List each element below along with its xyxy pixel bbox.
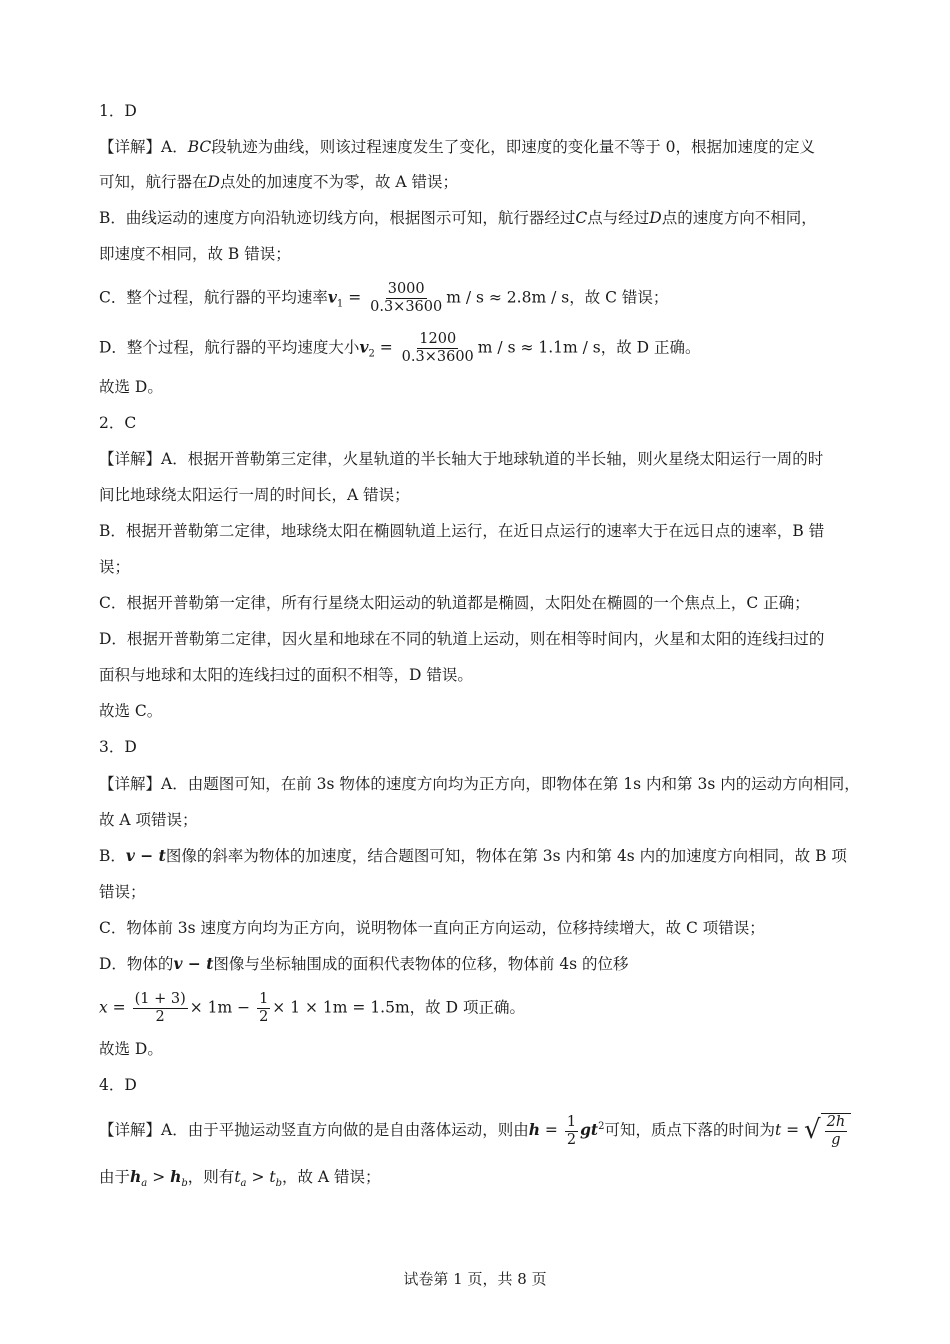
var-bc: BC bbox=[187, 138, 212, 156]
text: × 1m − bbox=[189, 998, 256, 1017]
q4-answer: 4．D bbox=[99, 1076, 137, 1094]
text: m / s ≈ 2.8m / s bbox=[446, 288, 570, 307]
numerator: 3000 bbox=[387, 281, 425, 297]
q1-explain-a-line2 bbox=[99, 171, 870, 193]
var-v: v bbox=[327, 287, 337, 307]
text: ，故 D 项正确。 bbox=[409, 998, 525, 1017]
superscript: 2 bbox=[598, 1120, 605, 1132]
var-t: t bbox=[269, 1168, 276, 1186]
var-h: h bbox=[130, 1167, 142, 1186]
text: D．物体的 bbox=[99, 955, 174, 973]
text: 【详解】A．由于平抛运动竖直方向做的是自由落体运动，则由 bbox=[99, 1121, 529, 1139]
q3-line4: 错误； bbox=[99, 883, 146, 901]
square-root bbox=[804, 1113, 851, 1149]
var-v: v bbox=[359, 337, 369, 357]
q3-answer: 3．D bbox=[99, 738, 137, 756]
denominator: 0.3×3600 bbox=[401, 349, 474, 365]
subscript: a bbox=[141, 1178, 148, 1190]
var-h: h bbox=[528, 1120, 540, 1139]
equals: = bbox=[781, 1121, 805, 1139]
q3-conclusion: 故选 D。 bbox=[99, 1040, 163, 1058]
q1-conclusion: 故选 D。 bbox=[99, 378, 163, 396]
page-footer: 试卷第 1 页，共 8 页 bbox=[403, 1270, 547, 1288]
equals: = bbox=[107, 998, 131, 1017]
numerator: 2h bbox=[826, 1114, 846, 1130]
text: ，故 A 错误； bbox=[282, 1168, 381, 1186]
q1-explain-c bbox=[99, 281, 870, 316]
q1-answer: 1．D bbox=[99, 102, 137, 120]
text: ，故 C 错误； bbox=[569, 288, 669, 307]
text: B． bbox=[99, 847, 126, 865]
text: ，则有 bbox=[187, 1168, 235, 1186]
radical-sign-icon: √ bbox=[804, 1115, 821, 1145]
q1-explain-a-line1 bbox=[99, 136, 870, 158]
q3-line1: 【详解】A．由题图可知，在前 3s 物体的速度方向均为正方向，即物体在第 1s 内和第 3s 内的运动方向相同， bbox=[99, 775, 860, 793]
q4-line2 bbox=[99, 1166, 870, 1195]
denominator: 2 bbox=[259, 1009, 269, 1025]
subscript: 2 bbox=[368, 348, 375, 360]
subscript: 1 bbox=[336, 298, 344, 310]
subscript: b bbox=[181, 1178, 188, 1190]
numerator: 1 bbox=[259, 991, 269, 1007]
radicand bbox=[821, 1113, 852, 1149]
q4-line1 bbox=[99, 1113, 870, 1149]
q1-explain-d bbox=[99, 331, 870, 366]
q3-formula-line bbox=[99, 991, 870, 1026]
q1-explain-b-line2: 即速度不相同，故 B 错误； bbox=[99, 245, 291, 263]
q2-line5: C．根据开普勒第一定律，所有行星绕太阳运动的轨道都是椭圆，太阳处在椭圆的一个焦点上，C 正确； bbox=[99, 594, 810, 612]
q3-line5: C．物体前 3s 速度方向均为正方向，说明物体一直向正方向运动，位移持续增大，故 C 项错误； bbox=[99, 919, 765, 937]
var-t: t bbox=[234, 1168, 241, 1186]
fraction bbox=[133, 991, 188, 1026]
text: 【详解】A． bbox=[99, 138, 188, 156]
denominator: g bbox=[831, 1132, 841, 1148]
var-d: D bbox=[207, 173, 220, 191]
denominator: 0.3×3600 bbox=[370, 299, 443, 315]
text: 点的速度方向不相同， bbox=[661, 209, 817, 227]
denominator: 2 bbox=[566, 1131, 577, 1148]
var-t: t bbox=[774, 1121, 782, 1139]
denominator: 2 bbox=[155, 1009, 165, 1025]
q2-conclusion: 故选 C。 bbox=[99, 702, 163, 720]
fraction bbox=[565, 1114, 578, 1149]
q2-line3: B．根据开普勒第二定律，地球绕太阳在椭圆轨道上运行，在近日点运行的速率大于在远日点的速率，B 错 bbox=[99, 522, 825, 540]
q2-line1: 【详解】A．根据开普勒第三定律，火星轨道的半长轴大于地球轨道的半长轴，则火星绕太阳运行一周的时 bbox=[99, 450, 824, 468]
q3-line6 bbox=[99, 953, 870, 975]
var-gt: gt bbox=[580, 1120, 599, 1139]
var-v-t: v − t bbox=[125, 846, 166, 865]
text: 图像的斜率为物体的加速度，结合题图可知，物体在第 3s 内和第 4s 内的加速度方向相同，故 B 项 bbox=[165, 847, 847, 865]
var-d: D bbox=[649, 209, 662, 227]
q2-line6: D．根据开普勒第二定律，因火星和地球在不同的轨道上运动，则在相等时间内，火星和太阳的连线扫过的 bbox=[99, 630, 825, 648]
q2-line2: 间比地球绕太阳运行一周的时间长，A 错误； bbox=[99, 486, 410, 504]
text: C．整个过程，航行器的平均速率 bbox=[99, 288, 328, 307]
text: m / s ≈ 1.1m / s bbox=[477, 338, 601, 357]
greater-than: > bbox=[147, 1168, 171, 1186]
text: 可知，质点下落的时间为 bbox=[604, 1121, 775, 1139]
equals: = bbox=[374, 338, 398, 357]
text: 由于 bbox=[99, 1168, 131, 1186]
text: B．曲线运动的速度方向沿轨迹切线方向，根据图示可知，航行器经过 bbox=[99, 209, 576, 227]
equals: = bbox=[539, 1121, 563, 1139]
fraction bbox=[257, 991, 270, 1026]
text: 点与经过 bbox=[587, 209, 650, 227]
text: 段轨迹为曲线，则该过程速度发生了变化，即速度的变化量不等于 0，根据加速度的定义 bbox=[211, 138, 816, 156]
q2-line7: 面积与地球和太阳的连线扫过的面积不相等，D 错误。 bbox=[99, 666, 473, 684]
text: 可知，航行器在 bbox=[99, 173, 208, 191]
q3-line2: 故 A 项错误； bbox=[99, 811, 198, 829]
numerator: 1 bbox=[566, 1113, 577, 1130]
text: ，故 D 正确。 bbox=[600, 338, 701, 357]
text: 图像与坐标轴围成的面积代表物体的位移，物体前 4s 的位移 bbox=[213, 955, 629, 973]
fraction bbox=[400, 331, 476, 366]
var-c: C bbox=[575, 209, 588, 227]
var-h: h bbox=[170, 1167, 182, 1186]
subscript: a bbox=[240, 1178, 247, 1190]
fraction bbox=[825, 1114, 848, 1149]
text: × 1 × 1m = 1.5m bbox=[272, 998, 410, 1017]
var-x: x bbox=[99, 998, 108, 1017]
numerator: (1 + 3) bbox=[134, 991, 186, 1007]
equals: = bbox=[343, 288, 367, 307]
fraction bbox=[368, 281, 444, 316]
numerator: 1200 bbox=[419, 331, 457, 347]
text: D．整个过程，航行器的平均速度大小 bbox=[99, 338, 360, 357]
var-v-t: v − t bbox=[173, 954, 214, 973]
q1-explain-b-line1 bbox=[99, 207, 870, 229]
q2-answer: 2．C bbox=[99, 414, 137, 432]
q3-line3 bbox=[99, 845, 870, 867]
subscript: b bbox=[275, 1178, 282, 1190]
text: 点处的加速度不为零，故 A 错误； bbox=[219, 173, 459, 191]
q2-line4: 误； bbox=[99, 558, 131, 576]
greater-than: > bbox=[246, 1168, 270, 1186]
